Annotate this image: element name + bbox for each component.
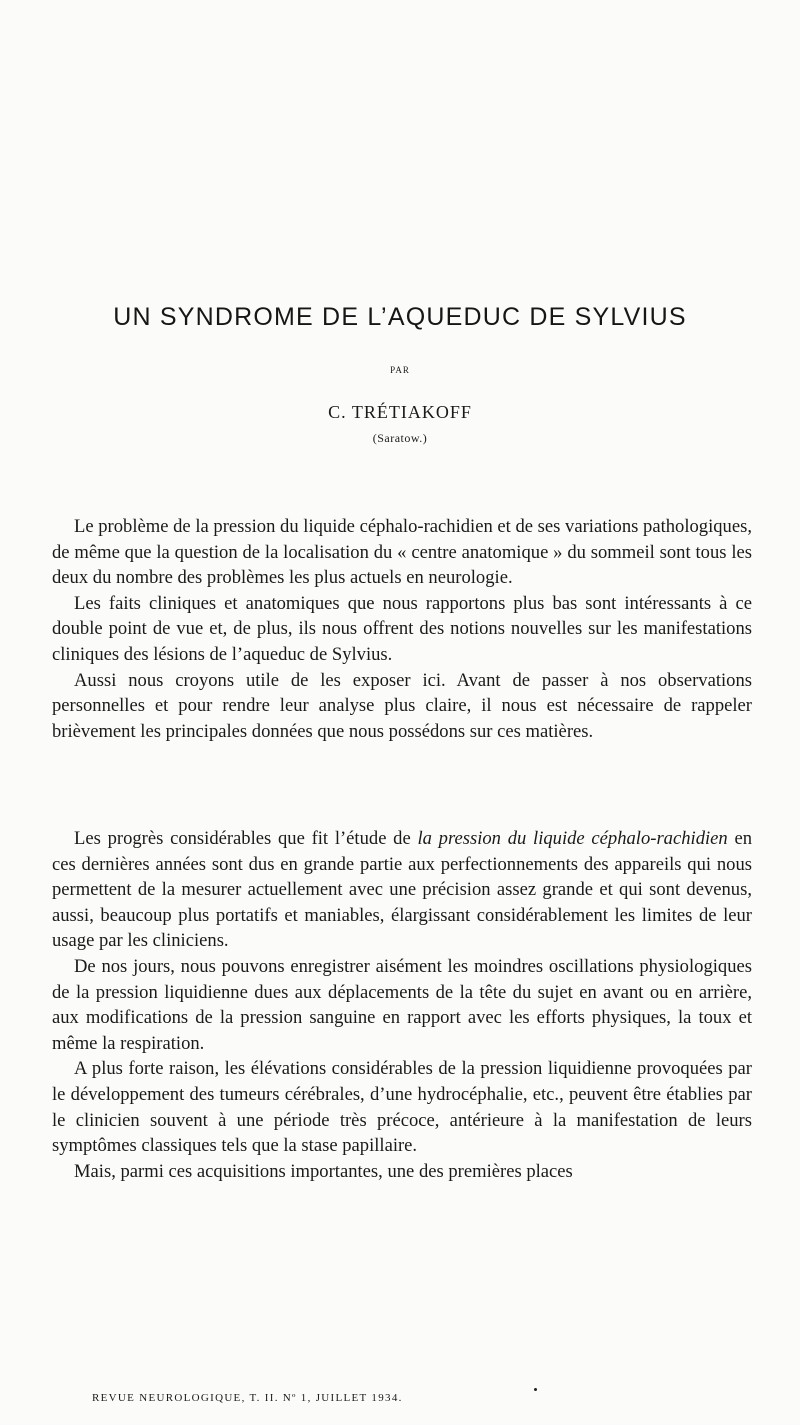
author-name: C. TRÉTIAKOFF: [328, 402, 472, 422]
paragraph: Mais, parmi ces acquisitions importantes, une des premières places: [74, 1160, 573, 1182]
italic-term: la pression du liquide céphalo-rachidien: [417, 828, 728, 849]
by-label: PAR: [390, 365, 410, 375]
paragraph: Le problème de la pression du liquide céphalo-rachidien et de ses variations pathologiques, de même que la question de la localisation du « centre anatomique » du sommeil sont tous les deux du nombre des problèmes les plus actuels en neurologie.: [52, 516, 752, 589]
paragraph: Les faits cliniques et anatomiques que nous rapportons plus bas sont intéressants à ce double point de vue et, de plus, ils nous offrent des notions nouvelles sur les manifestations cliniques des lésions de l’aqueduc de Sylvius.: [52, 592, 752, 665]
paragraph-text: Les progrès considérables que fit l’étude de: [74, 828, 418, 849]
journal-footer: REVUE NEUROLOGIQUE, T. II. Nº 1, JUILLET 1934.: [92, 1392, 403, 1404]
pressure-section: [52, 826, 752, 1184]
author-affiliation: (Saratow.): [372, 431, 428, 445]
print-speck: [534, 1388, 537, 1391]
paragraph: Aussi nous croyons utile de les exposer ici. Avant de passer à nos observations personnelles et pour rendre leur analyse plus claire, il nous est nécessaire de rappeler brièvement les principales données que nous possédons sur ces matières.: [52, 669, 752, 742]
paragraph: [52, 826, 752, 954]
paragraph-text: en ces dernières années sont dus en grande partie aux perfectionnements des appareils qui nous permettent de la mesurer actuellement avec une précision assez grande et qui sont devenus, aussi, beaucoup plus portatifs et maniables, élargissant considérablement les limites de leur usage par les cliniciens.: [52, 828, 752, 952]
paragraph: De nos jours, nous pouvons enregistrer aisément les moindres oscillations physiologiques de la pression liquidienne dues aux déplacements de la tête du sujet en avant ou en arrière, aux modifications de la pression sanguine en rapport avec les efforts physiques, la toux et même la respiration.: [52, 955, 752, 1054]
article-title: UN SYNDROME DE L’AQUEDUC DE SYLVIUS: [113, 303, 687, 331]
intro-section: [52, 514, 752, 744]
paragraph: A plus forte raison, les élévations considérables de la pression liquidienne provoquées par le développement des tumeurs cérébrales, d’une hydrocéphalie, etc., peuvent être établies par le clinicien souvent à une période très précoce, antérieure à la manifestation de leurs symptômes classiques tels que la stase papillaire.: [52, 1058, 752, 1157]
